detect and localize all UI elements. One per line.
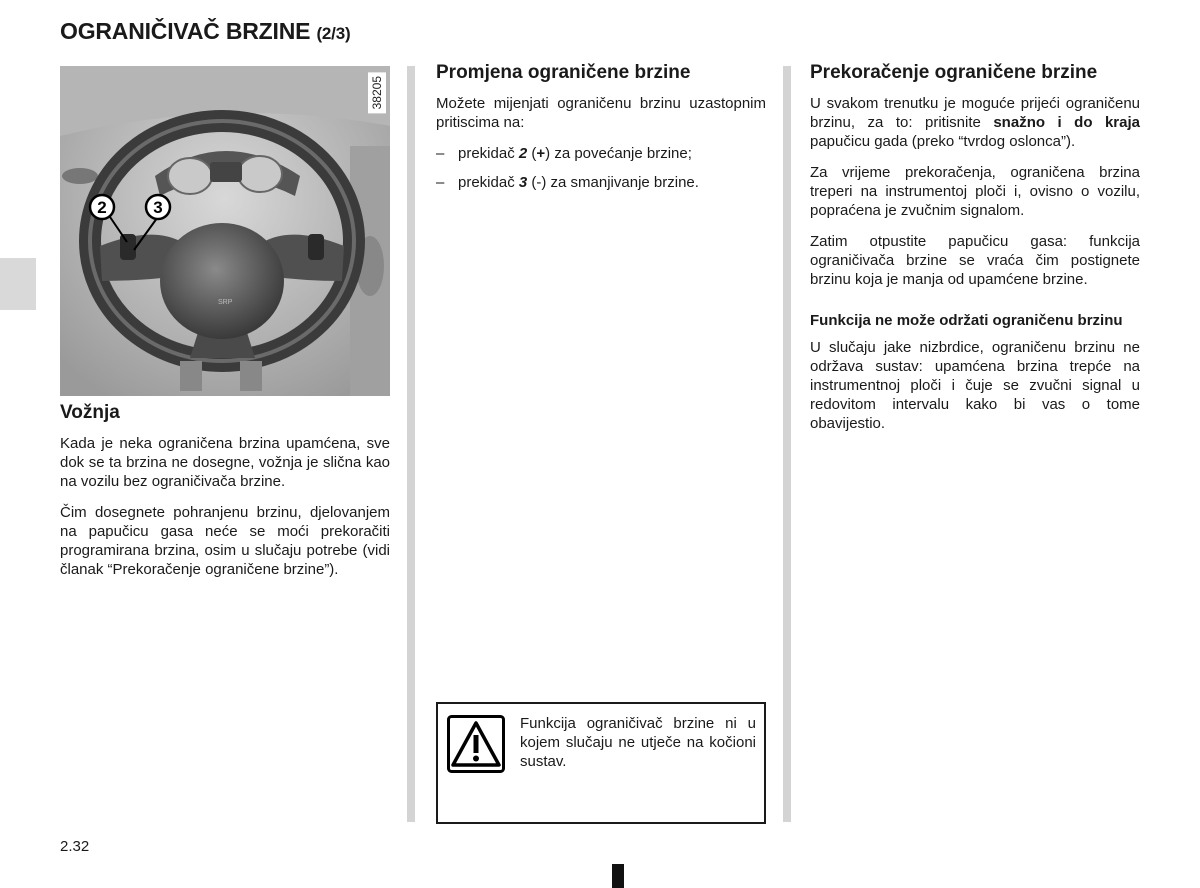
page-title-text: OGRANIČIVAČ BRZINE [60, 18, 311, 44]
steering-wheel-photo [60, 66, 390, 396]
column-divider-left [407, 66, 415, 822]
list-dash: – [436, 145, 445, 162]
column-divider-right [783, 66, 791, 822]
section-exceed-speed [810, 62, 1140, 445]
section-driving [60, 402, 390, 591]
svg-text:SRP: SRP [218, 299, 233, 306]
warning-triangle-icon [447, 715, 505, 773]
page-title [60, 18, 350, 45]
paragraph-driving-1: Kada je neka ograničena brzina upamćena, sve dok se ta brzina ne dosegne, vožnja je slična kao na vozilu bez ograničivača brzine. [60, 435, 390, 490]
warning-text: Funkcija ograničivač brzine ni u kojem slučaju ne utječe na kočioni sustav. [520, 715, 756, 770]
subheading-cannot-maintain: Funkcija ne može održati ograničenu brzinu [810, 312, 1123, 329]
list-dash: – [436, 174, 445, 191]
page-number: 2.32 [60, 838, 90, 855]
list-item [436, 173, 766, 192]
list-item-text: prekidač 3 (-) za smanjivanje brzine. [458, 174, 699, 191]
list-item-text: prekidač 2 (+) za povećanje brzine; [458, 145, 692, 162]
figure-reference-number: 38205 [368, 72, 386, 113]
section-side-tab [0, 258, 36, 310]
section-heading-driving: Vožnja [60, 402, 120, 423]
page-title-part: (2/3) [316, 24, 351, 43]
steering-wheel-illustration [60, 66, 390, 396]
switch-number: 3 [518, 174, 528, 191]
paragraph-exceed-2: Za vrijeme prekoračenja, ograničena brzina treperi na instrumentoj ploči i, ovisno o vozilu, popraćena je zvučnim signalom. [810, 164, 1140, 219]
paragraph-change-intro: Možete mijenjati ograničenu brzinu uzastopnim pritiscima na: [436, 95, 766, 131]
emphasis-text: snažno i do kraja [993, 114, 1140, 131]
paragraph-exceed-4: U slučaju jake nizbrdice, ograničenu brzinu ne održava sustav: upamćena brzina trepće na instrumentnoj ploči i čuje se zvučni signal u redovitom intervalu kako bi vas o tome obavijestio. [810, 339, 1140, 432]
warning-box [436, 702, 766, 824]
section-change-speed [436, 62, 766, 202]
page-edge-marker [612, 864, 624, 888]
paragraph-exceed-1: U svakom trenutku je moguće prijeći ograničenu brzinu, za to: pritisnite snažno i do kraja papučicu gada (preko “tvrdog oslonca”). [810, 95, 1140, 150]
paragraph-driving-2: Čim dosegnete pohranjenu brzinu, djelovanjem na papučicu gasa neće se moći prekoračiti programirana brzina, osim u slučaju potrebe (vidi članak “Prekoračenje ograničene brzine”). [60, 504, 390, 578]
callout-2-label: 2 [97, 198, 107, 217]
section-heading-change-speed: Promjena ograničene brzine [436, 62, 691, 83]
list-item [436, 144, 766, 163]
section-heading-exceed-speed: Prekoračenje ograničene brzine [810, 62, 1098, 83]
callout-3-label: 3 [153, 198, 163, 217]
paragraph-exceed-3: Zatim otpustite papučicu gasa: funkcija ograničivača brzine se vraća čim postignete brzinu koja je manja od upamćene brzine. [810, 233, 1140, 288]
switch-number: 2 [518, 145, 528, 162]
